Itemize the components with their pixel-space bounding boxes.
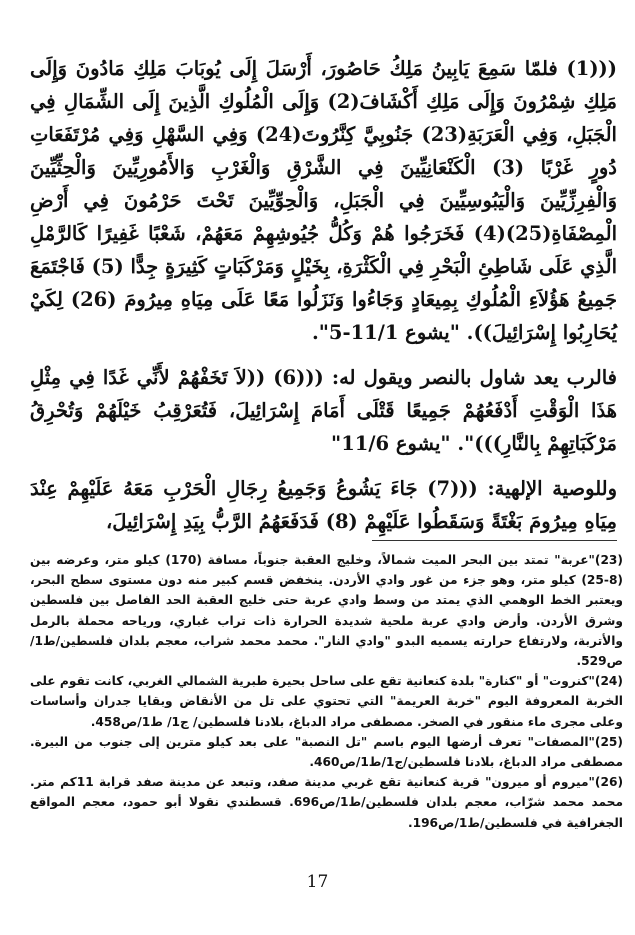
footnote-25: (25)"المصفات" تعرف أرضها اليوم باسم "تل النصبة" على بعد كيلو مترين إلى جنوب من البيرة. مصطفى مراد الدباغ، بلادنا فلسطين/ج1/ط1/ص460.: [30, 734, 623, 770]
footnote-24: (24)"كنروت" أو "كنارة" بلدة كنعانية تقع على ساحل بحيرة طبرية الشمالي الغربي، كانت تقوم على الخربة المعروفة اليوم "خربة العريمة" التي تحتوي على تل من الأنقاض وبقايا جدران وأساسات وعلى مجرى ماء منقور في الصخر. مصطفى مراد الدباغ، بلادنا فلسطين/ ج1/ ط1/ص458.: [30, 674, 623, 729]
footnote-23: (23)"عربة" تمتد بين البحر الميت شمالاً، وخليج العقبة جنوباً، مسافة (170) كيلو متر، وعرضه بين (8-25) كيلو متر، وهو جزء من غور وادي الأردن. ينخفض قسم كبير منه دون مستوى سطح البحر، ويعتبر الخط الوهمي الذي يمتد من وسط وادي عربة حتى خليج العقبة الحد الفاصل بين فلسطين وشرق الأردن. وأرض وادي عربة ملحية شديدة الحرارة ذات تراب غباري، ورياحه محملة بالرمل والأتربة، ولارتفاع حرارته يسميه البدو "وادي النار". محمد محمد شراب، معجم بلدان فلسطين/ط1/ص529.: [30, 553, 623, 669]
main-text: [30, 52, 617, 550]
paragraph-joshua-11-6: فالرب يعد شاول بالنصر ويقول له: (((6) ((لاَ تَخَفْهُمْ لأَنِّي غَدًا فِي مِثْلِ هَذَا الْوَقْتِ أَدْفَعُهُمْ جَمِيعًا قَتْلَى أَمَامَ إِسْرَائِيلَ، فَتُعَرْقِبُ خَيْلَهُمْ وَتُحْرِقُ مَرْكَبَاتِهِمْ بِالنَّارِ)))". "يشوع 11/6": [30, 366, 618, 455]
page-number: 17: [306, 872, 329, 892]
footnotes: [30, 550, 623, 833]
footnote-separator: [372, 540, 617, 541]
paragraph-joshua-11-1-5: (((1) فلمّا سَمِعَ يَابِينُ مَلِكُ حَاصُورَ، أَرْسَلَ إِلَى يُوبَابَ مَلِكِ مَادُونَ وَإِلَى مَلِكِ شِمْرُونَ وَإِلَى مَلِكِ أَكْشَافَ(2) وَإِلَى الْمُلُوكِ الَّذِينَ إِلَى الشِّمَالِ فِي الْجَبَلِ، وَفِي الْعَرَبَةِ(23) جَنُوبِيَّ كِنَّرُوتَ(24) وَفِي السَّهْلِ وَفِي مُرْتَفَعَاتِ دُورٍ غَرْبًا (3) الْكَنْعَانِيِّينَ فِي الشَّرْقِ وَالْغَرْبِ وَالأَمُورِيِّينَ وَالْحِثِّيِّينَ وَالْفِرِزِّيِّينَ وَالْيَبُوسِيِّينَ فِي الْجَبَلِ، وَالْحِوِّيِّينَ تَحْتَ حَرْمُونَ فِي أَرْضِ الْمِصْفَاةِ(25)(4) فَخَرَجُوا هُمْ وَكُلُّ جُيُوشِهِمْ مَعَهُمْ، شَعْبًا غَفِيرًا كَالرَّمْلِ الَّذِي عَلَى شَاطِئِ الْبَحْرِ فِي الْكَثْرَةِ، بِخَيْلٍ وَمَرْكَبَاتٍ كَثِيرَةٍ جِدًّا (5) فَاجْتَمَعَ جَمِيعُ هَؤُلاَءِ الْمُلُوكِ بِمِيعَادٍ وَجَاءُوا وَنَزَلُوا مَعًا عَلَى مِيَاهِ مِيرُومَ (26) لِكَيْ يُحَارِبُوا إِسْرَائِيلَ)). "يشوع 11/1-5".: [30, 57, 618, 344]
footnote-26: (26)"ميروم أو ميرون" قرية كنعانية تقع غربي مدينة صفد، وتبعد عن مدينة صفد قرابة 11كم متر. محمد محمد شرّاب، معجم بلدان فلسطين/ط1/ص696. قسطندي نقولا أبو حمود، معجم المواقع الجغرافية في فلسطين/ط1/ص196.: [30, 775, 624, 830]
paragraph-joshua-11-7-8: وللوصية الإلهية: (((7) جَاءَ يَشُوعُ وَجَمِيعُ رِجَالِ الْحَرْبِ مَعَهُ عَلَيْهِمْ عِنْدَ مِيَاهِ مِيرُومَ بَغْتَةً وَسَقَطُوا عَلَيْهِمْ (8) فَدَفَعَهُمُ الرَّبُّ بِيَدِ إِسْرَائِيلَ،: [30, 477, 618, 533]
